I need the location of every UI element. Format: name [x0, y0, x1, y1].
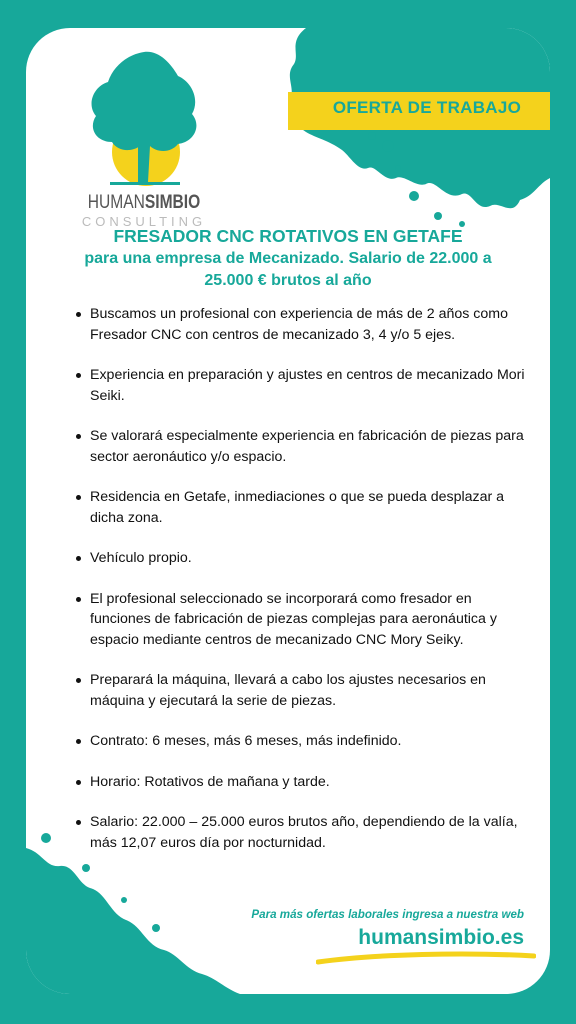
logo-wordmark: HUMANSIMBIO	[87, 192, 201, 213]
list-item: Vehículo propio.	[74, 548, 536, 569]
list-item: Experiencia en preparación y ajustes en centros de mecanizado Mori Seiki.	[74, 365, 536, 406]
humansimbio-logo	[74, 42, 214, 242]
list-item: Horario: Rotativos de mañana y tarde.	[74, 772, 536, 793]
list-item: Contrato: 6 meses, más 6 meses, más indefinido.	[74, 731, 536, 752]
list-item: Buscamos un profesional con experiencia de más de 2 años como Fresador CNC con centros de mecanizado 3, 4 y/o 5 ejes.	[74, 304, 536, 345]
job-offer-badge-label: OFERTA DE TRABAJO	[332, 98, 522, 117]
list-item: Residencia en Getafe, inmediaciones o que se pueda desplazar a dicha zona.	[74, 487, 536, 528]
tree-icon	[74, 42, 214, 192]
list-item: El profesional seleccionado se incorporará como fresador en funciones de fabricación de piezas complejas para aeronáutica y espacio mediante centros de mecanizado CNC Mory Seiky.	[74, 589, 536, 651]
job-title: FRESADOR CNC ROTATIVOS EN GETAFE	[113, 226, 463, 246]
paint-splash-top-right	[276, 28, 550, 238]
list-item: Preparará la máquina, llevará a cabo los ajustes necesarios en máquina y ejecutará la serie de piezas.	[74, 670, 536, 711]
job-subtitle: para una empresa de Mecanizado. Salario de 22.000 a 25.000 € brutos al año	[84, 250, 492, 289]
list-item: Se valorará especialmente experiencia en fabricación de piezas para sector aeronáutico y/o espacio.	[74, 426, 536, 467]
yellow-underline	[316, 950, 536, 966]
requirements-list	[74, 304, 536, 873]
footer-note: Para más ofertas laborales ingresa a nuestra web	[251, 908, 524, 921]
job-offer-card	[26, 28, 550, 994]
website-link[interactable]: humansimbio.es	[358, 926, 524, 949]
logo-tagline: CONSULTING	[81, 214, 207, 229]
list-item: Salario: 22.000 – 25.000 euros brutos año, dependiendo de la valía, más 12,07 euros día por nocturnidad.	[74, 812, 536, 853]
